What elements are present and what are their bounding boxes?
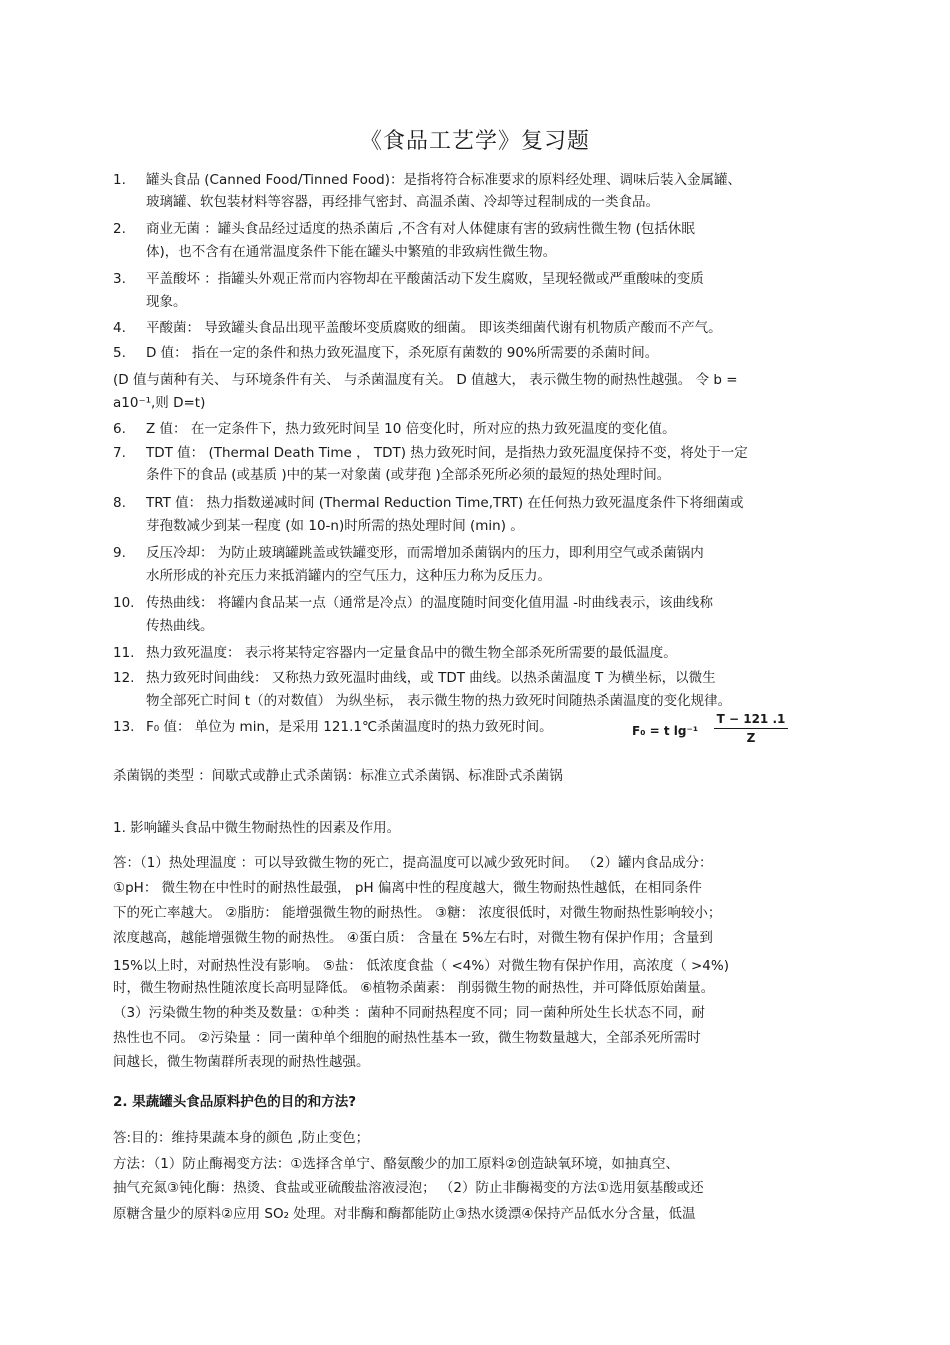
answer-line: 时，微生物耐热性随浓度长高明显降低。 ⑥植物杀菌素： 削弱微生物的耐热性，并可降低原始菌量。 xyxy=(113,980,715,996)
formula-lhs: F₀ = t lg⁻¹ xyxy=(632,724,699,738)
item-number: 8. xyxy=(113,495,126,511)
answer-line: 方法：（1）防止酶褐变方法：①选择含单宁、酪氨酸少的加工原料②创造缺氧环境，如抽真空、 xyxy=(113,1156,680,1172)
answer-line: 15%以上时，对耐热性没有影响。 ⑤盐： 低浓度食盐（ <4%）对微生物有保护作用，高浓度（ >4%) xyxy=(113,958,729,974)
item-line: F₀ 值： 单位为 min，是采用 121.1℃杀菌温度时的热力致死时间。 xyxy=(146,719,553,735)
item-line: 玻璃罐、软包装材料等容器，再经排气密封、高温杀菌、冷却等过程制成的一类食品。 xyxy=(146,194,659,210)
item-line: 现象。 xyxy=(146,294,187,310)
formula-fraction xyxy=(714,712,788,745)
answer-line: 原糖含量少的原料②应用 SO₂ 处理。对非酶和酶都能防止③热水烫漂④保持产品低水分含量，低温 xyxy=(113,1206,696,1222)
item-number: 9. xyxy=(113,545,126,561)
answer-line: ①pH： 微生物在中性时的耐热性最强， pH 偏离中性的程度越大，微生物耐热性越低，在相同条件 xyxy=(113,880,702,896)
item-line: 芽孢数减少到某一程度 (如 10-n)时所需的热处理时间 (min) 。 xyxy=(146,518,524,534)
answer-line: 答:目的：维持果蔬本身的颜色 ,防止变色； xyxy=(113,1130,370,1146)
answer-line: 间越长，微生物菌群所表现的耐热性越强。 xyxy=(113,1054,370,1070)
item-line: TRT 值： 热力指数递减时间 (Thermal Reduction Time,TRT) 在任何热力致死温度条件下将细菌或 xyxy=(146,495,744,511)
item-line: 反压冷却： 为防止玻璃罐跳盖或铁罐变形，而需增加杀菌锅内的压力，即利用空气或杀菌锅内 xyxy=(146,545,704,561)
answer-line: 抽气充氮③钝化酶：热烫、食盐或亚硫酸盐溶液浸泡； （2）防止非酶褐变的方法①选用氨基酸或还 xyxy=(113,1180,704,1196)
item-number: 3. xyxy=(113,271,126,287)
d-value-note: (D 值与菌种有关、 与环境条件有关、 与杀菌温度有关。 D 值越大， 表示微生物的耐热性越强。 令 b = xyxy=(113,372,738,388)
formula-numerator: T − 121 .1 xyxy=(714,712,788,729)
answer-line: （3）污染微生物的种类及数量：①种类 ：菌种不同耐热程度不同；同一菌种所处生长状态不同，耐 xyxy=(113,1005,705,1021)
item-line: 热力致死温度： 表示将某特定容器内一定量食品中的微生物全部杀死所需要的最低温度。 xyxy=(146,645,677,661)
item-line: 传热曲线。 xyxy=(146,618,214,634)
item-line: 条件下的食品 (或基质 )中的某一对象菌 (或芽孢 )全部杀死所必须的最短的热处理时间。 xyxy=(146,467,671,483)
question-2: 2. 果蔬罐头食品原料护色的目的和方法? xyxy=(113,1094,357,1110)
item-number: 6. xyxy=(113,421,126,437)
item-line: 体)，也不含有在通常温度条件下能在罐头中繁殖的非致病性微生物。 xyxy=(146,244,557,260)
item-number: 10. xyxy=(113,595,135,611)
item-line: 物全部死亡时间 t（的对数值） 为纵坐标， 表示微生物的热力致死时间随热杀菌温度的变化规律。 xyxy=(146,693,732,709)
answer-line: 答：（1）热处理温度 ：可以导致微生物的死亡，提高温度可以减少致死时间。 （2）罐内食品成分： xyxy=(113,855,713,871)
page-title: 《食品工艺学》复习题 xyxy=(359,129,590,154)
item-line: 传热曲线： 将罐内食品某一点（通常是冷点）的温度随时间变化值用温 -时曲线表示，该曲线称 xyxy=(146,595,713,611)
item-number: 12. xyxy=(113,670,135,686)
item-number: 11. xyxy=(113,645,135,661)
answer-line: 下的死亡率越大。 ②脂肪： 能增强微生物的耐热性。 ③糖： 浓度很低时，对微生物耐热性影响较小； xyxy=(113,905,722,921)
answer-line: 浓度越高，越能增强微生物的耐热性。 ④蛋白质： 含量在 5%左右时，对微生物有保护作用；含量到 xyxy=(113,930,713,946)
item-number: 5. xyxy=(113,345,126,361)
item-line: 平盖酸坏 ：指罐头外观正常而内容物却在平酸菌活动下发生腐败，呈现轻微或严重酸味的变质 xyxy=(146,271,704,287)
item-line: 商业无菌 ：罐头食品经过适度的热杀菌后 ,不含有对人体健康有害的致病性微生物 (包括休眠 xyxy=(146,221,695,237)
d-value-note: a10⁻¹,则 D=t) xyxy=(113,395,206,411)
item-line: 平酸菌： 导致罐头食品出现平盖酸坏变质腐败的细菌。 即该类细菌代谢有机物质产酸而不产气。 xyxy=(146,320,722,336)
item-line: TDT 值： (Thermal Death Time ， TDT) 热力致死时间，是指热力致死温度保持不变，将处于一定 xyxy=(146,445,748,461)
answer-line: 热性也不同。 ②污染量 ：同一菌种单个细胞的耐热性基本一致，微生物数量越大，全部杀死所需时 xyxy=(113,1030,701,1046)
item-number: 2. xyxy=(113,221,126,237)
item-number: 13. xyxy=(113,719,135,735)
item-number: 7. xyxy=(113,445,126,461)
item-line: 热力致死时间曲线： 又称热力致死温时曲线，或 TDT 曲线。以热杀菌温度 T 为横坐标，以微生 xyxy=(146,670,716,686)
item-line: D 值： 指在一定的条件和热力致死温度下，杀死原有菌数的 90%所需要的杀菌时间。 xyxy=(146,345,659,361)
item-number: 4. xyxy=(113,320,126,336)
sterilizer-types: 杀菌锅的类型 ：间歇式或静止式杀菌锅：标准立式杀菌锅、标准卧式杀菌锅 xyxy=(113,768,563,784)
item-line: 罐头食品 (Canned Food/Tinned Food)：是指将符合标准要求的原料经处理、调味后装入金属罐、 xyxy=(146,172,741,188)
formula-denominator: Z xyxy=(746,731,756,745)
item-line: Z 值： 在一定条件下，热力致死时间呈 10 倍变化时，所对应的热力致死温度的变化值。 xyxy=(146,421,676,437)
item-number: 1. xyxy=(113,172,126,188)
item-line: 水所形成的补充压力来抵消罐内的空气压力，这种压力称为反压力。 xyxy=(146,568,551,584)
question-1: 1. 影响罐头食品中微生物耐热性的因素及作用。 xyxy=(113,820,401,836)
